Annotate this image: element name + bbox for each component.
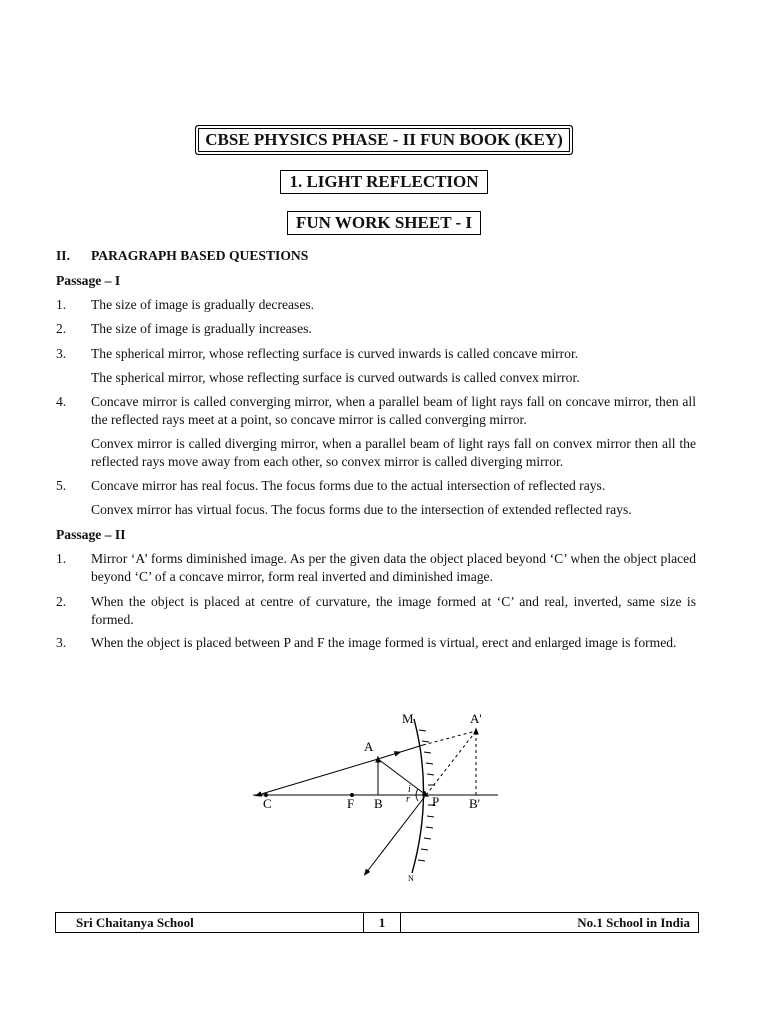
concave-mirror: [412, 719, 424, 873]
p1-item-1-num: 1.: [56, 297, 67, 312]
passage-2-title: Passage – II: [56, 527, 126, 542]
p1-item-4b-text: Convex mirror is called diverging mirror, when a parallel beam of light rays fall on convex mirror then all the reflected rays move away from each other, so convex mirror is called diverging mirror.: [91, 436, 696, 469]
p1-item-5-text: Concave mirror has real focus. The focus forms due to the actual intersection of reflected rays.: [91, 478, 606, 493]
label-f: F: [347, 796, 355, 811]
p1-item-4-num: 4.: [56, 394, 67, 409]
ray-diagram: [248, 705, 503, 885]
label-c: C: [263, 796, 272, 811]
p1-item-4-text: Concave mirror is called converging mirror, when a parallel beam of light rays fall on concave mirror, then all the reflected rays meet at a point, so concave mirror is called converging mirror.: [91, 394, 696, 427]
p2-item-1-text: Mirror ‘A’ forms diminished image. As per the given data the object placed beyond ‘C’ when the object placed beyond ‘C’ of a concave mirror, form real inverted and diminished image.: [91, 551, 696, 584]
label-b: B: [374, 796, 383, 811]
p1-item-3-num: 3.: [56, 346, 67, 361]
virtual-ray-1: [423, 731, 476, 745]
label-i: i: [408, 784, 411, 795]
p1-item-2-text: The size of image is gradually increases.: [91, 321, 312, 336]
footer: [55, 912, 699, 933]
p2-item-2-num: 2.: [56, 594, 67, 609]
section-title: PARAGRAPH BASED QUESTIONS: [91, 248, 309, 263]
label-n: N: [408, 874, 414, 883]
p2-item-2-text: When the object is placed at centre of curvature, the image formed at ‘C’ and real, inverted, same size is formed.: [91, 594, 696, 627]
label-a: A: [364, 739, 374, 754]
label-m: M: [402, 711, 414, 726]
chapter-title: 1. LIGHT REFLECTION: [280, 170, 487, 194]
virtual-ray-2: [426, 731, 476, 795]
label-p: P: [432, 794, 440, 809]
p2-item-1-num: 1.: [56, 551, 67, 566]
sheet-title-box: [0, 211, 768, 235]
sheet-title: FUN WORK SHEET - I: [287, 211, 481, 235]
p1-item-3-text: The spherical mirror, whose reflecting surface is curved inwards is called concave mirror.: [91, 346, 579, 361]
p2-item-3-text: When the object is placed between P and F the image formed is virtual, erect and enlarged image is formed.: [91, 635, 677, 650]
label-a-image: A': [470, 711, 482, 726]
p1-item-5-num: 5.: [56, 478, 67, 493]
p2-item-3-num: 3.: [56, 635, 67, 650]
p1-item-3b-text: The spherical mirror, whose reflecting surface is curved outwards is called convex mirror.: [91, 370, 580, 385]
label-r: r: [406, 794, 410, 805]
label-b-image: B': [469, 796, 481, 811]
passage-1-title: Passage – I: [56, 273, 121, 288]
p1-item-2-num: 2.: [56, 321, 67, 336]
book-title: CBSE PHYSICS PHASE - II FUN BOOK (KEY): [198, 128, 570, 152]
p1-item-1-text: The size of image is gradually decreases.: [91, 297, 315, 312]
ray-a-to-c: [258, 759, 378, 795]
p1-item-5b-text: Convex mirror has virtual focus. The focus forms due to the intersection of extended reflected rays.: [91, 502, 632, 517]
ray-a-to-p: [378, 759, 426, 795]
footer-tagline: No.1 School in India: [577, 914, 690, 930]
footer-page-number: 1: [364, 913, 401, 932]
footer-school: Sri Chaitanya School: [56, 913, 364, 932]
section-number: II.: [56, 248, 70, 263]
book-title-box: [0, 128, 768, 152]
chapter-title-box: [0, 170, 768, 194]
ray-a-to-mirror: [378, 745, 423, 759]
